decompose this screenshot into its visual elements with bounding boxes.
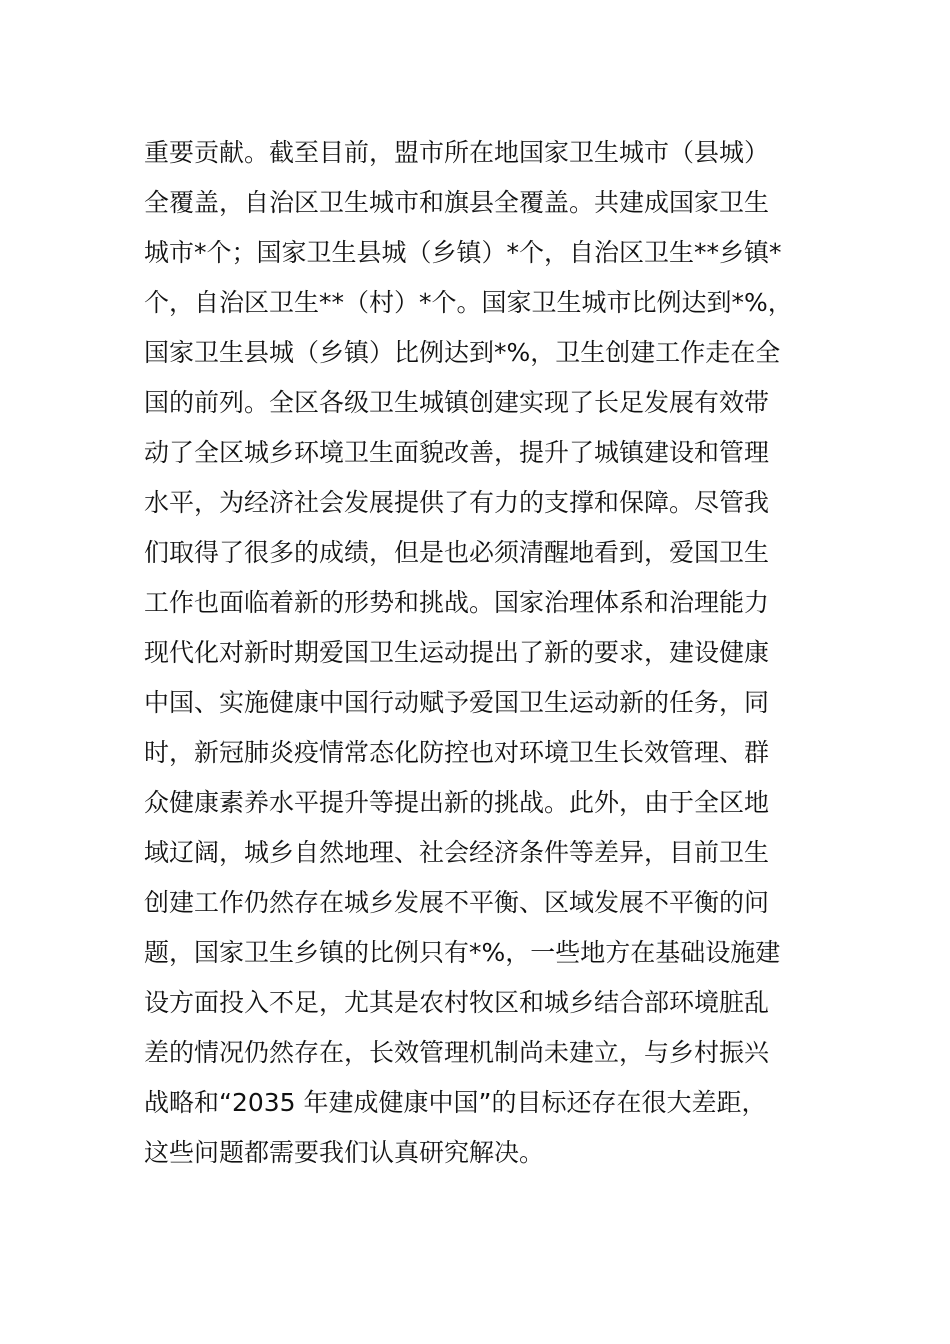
text-line: 工作也面临着新的形势和挑战。国家治理体系和治理能力 [144,588,770,617]
text-line: 时，新冠肺炎疫情常态化防控也对环境卫生长效管理、群 [144,738,770,767]
text-line: 众健康素养水平提升等提出新的挑战。此外，由于全区地 [144,788,770,817]
text-line: 水平，为经济社会发展提供了有力的支撑和保障。尽管我 [144,488,770,517]
text-line: 域辽阔，城乡自然地理、社会经济条件等差异，目前卫生 [144,838,770,867]
text-line: 设方面投入不足，尤其是农村牧区和城乡结合部环境脏乱 [144,988,770,1017]
text-line: 现代化对新时期爱国卫生运动提出了新的要求，建设健康 [144,638,770,667]
text-line: 题，国家卫生乡镇的比例只有*%，一些地方在基础设施建 [144,938,781,967]
text-line: 全覆盖，自治区卫生城市和旗县全覆盖。共建成国家卫生 [144,188,770,217]
text-line: 个，自治区卫生**（村）*个。国家卫生城市比例达到*%， [144,288,793,317]
text-line: 差的情况仍然存在，长效管理机制尚未建立，与乡村振兴 [144,1038,770,1067]
text-line: 动了全区城乡环境卫生面貌改善，提升了城镇建设和管理 [144,438,770,467]
text-line: 们取得了很多的成绩，但是也必须清醒地看到，爱国卫生 [144,538,770,567]
text-line: 城市*个；国家卫生县城（乡镇）*个，自治区卫生**乡镇* [144,238,782,267]
text-line: 重要贡献。截至目前，盟市所在地国家卫生城市（县城） [144,138,770,167]
text-line: 创建工作仍然存在城乡发展不平衡、区域发展不平衡的问 [144,888,770,917]
body-paragraph [144,128,844,1178]
text-line: 中国、实施健康中国行动赋予爱国卫生运动新的任务，同 [144,688,770,717]
text-line: 国家卫生县城（乡镇）比例达到*%，卫生创建工作走在全 [144,338,781,367]
text-line: 这些问题都需要我们认真研究解决。 [144,1138,545,1167]
text-line: 战略和“2035 年建成健康中国”的目标还存在很大差距， [144,1088,767,1117]
text-line: 国的前列。全区各级卫生城镇创建实现了长足发展有效带 [144,388,770,417]
